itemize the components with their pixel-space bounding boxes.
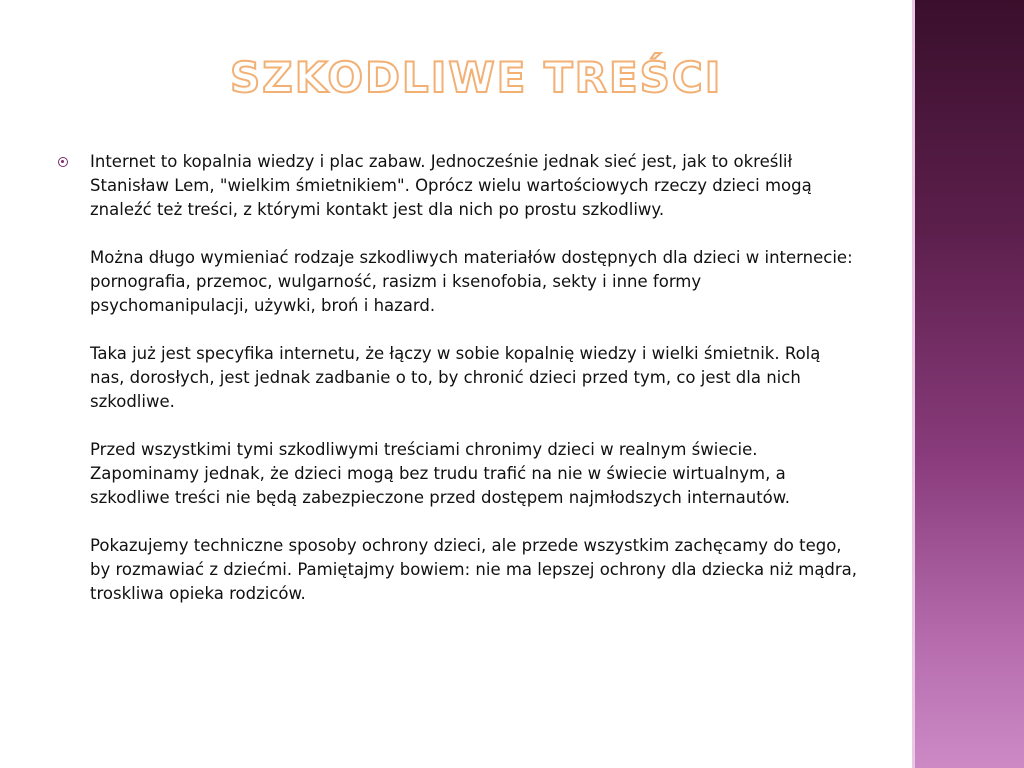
circle-bullet-icon (58, 157, 68, 167)
side-band-edge (912, 0, 915, 768)
slide-content (58, 150, 858, 630)
paragraph-3: Taka już jest specyfika internetu, że łączy w sobie kopalnię wiedzy i wielki śmietnik. Rolą nas, dorosłych, jest jednak zadbanie o to, by chronić dzieci przed tym, co jest dla nich szkodliwe. (90, 344, 821, 411)
slide-title: SZKODLIWE TREŚCI (230, 53, 723, 102)
paragraph-5: Pokazujemy techniczne sposoby ochrony dzieci, ale przede wszystkim zachęcamy do tego, by rozmawiać z dziećmi. Pamiętajmy bowiem: nie ma lepszej ochrony dla dziecka niż mądra, troskliwa opieka rodziców. (90, 536, 858, 603)
paragraph-1: Internet to kopalnia wiedzy i plac zabaw. Jednocześnie jednak sieć jest, jak to określił Stanisław Lem, "wielkim śmietnikiem". Oprócz wielu wartościowych rzeczy dzieci mogą znaleźć też treści, z którymi kontakt jest dla nich po prostu szkodliwy. (90, 152, 812, 219)
paragraph-2: Można długo wymieniać rodzaje szkodliwych materiałów dostępnych dla dzieci w internecie: pornografia, przemoc, wulgarność, rasizm i ksenofobia, sekty i inne formy psychomanipulacji, używki, broń i hazard. (90, 248, 853, 315)
body-text (90, 150, 858, 606)
decorative-side-band (912, 0, 1024, 768)
paragraph-4: Przed wszystkimi tymi szkodliwymi treściami chronimy dzieci w realnym świecie. Zapominamy jednak, że dzieci mogą bez trudu trafić na nie w świecie wirtualnym, a szkodliwe treści nie będą zabezpieczone przed dostępem najmłodszych internautów. (90, 440, 791, 507)
